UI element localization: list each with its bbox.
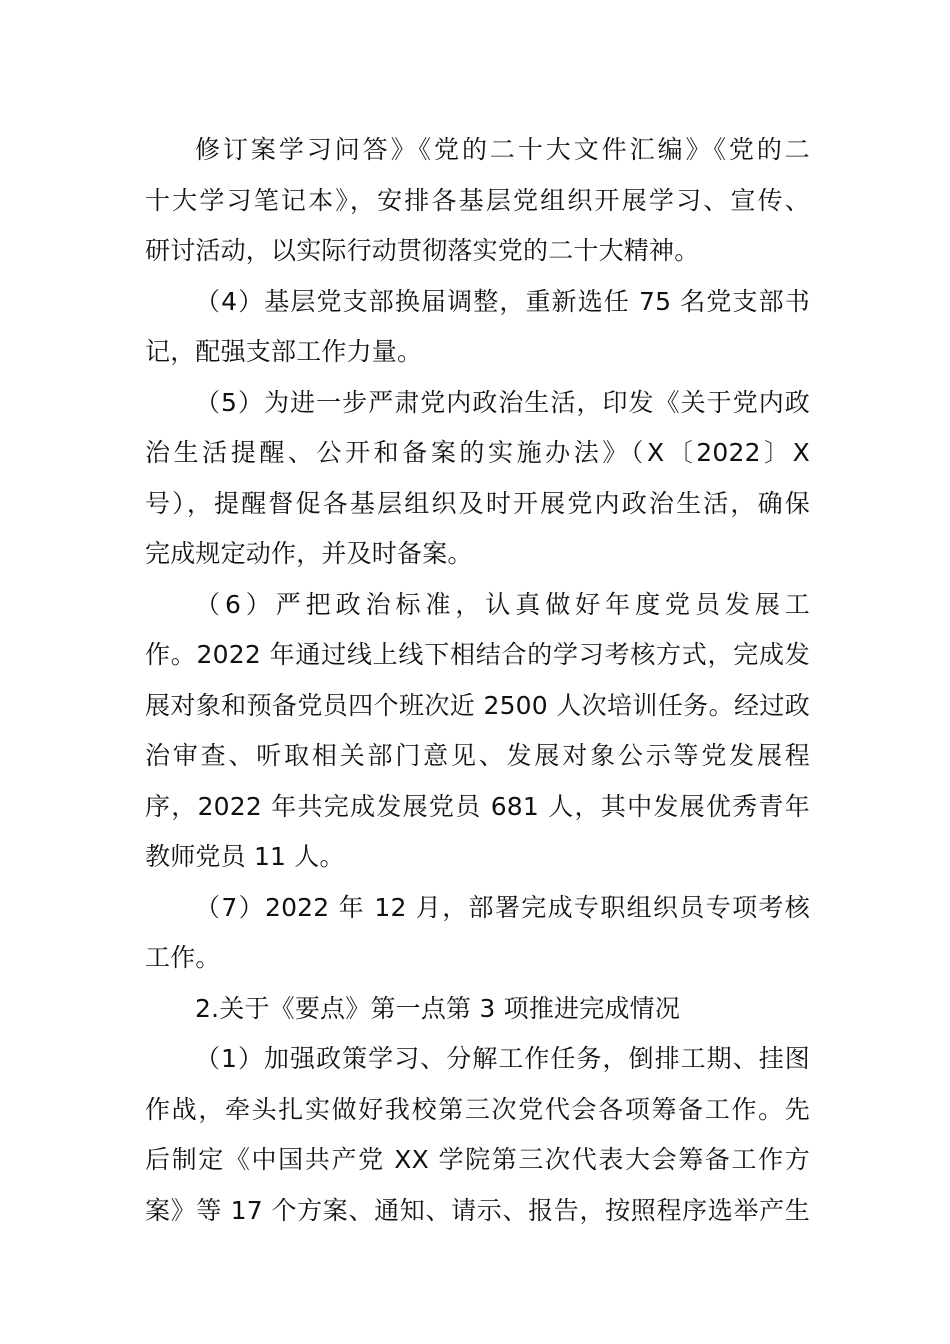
text-line: 案》等 17 个方案、通知、请示、报告，按照程序选举产生 bbox=[145, 1195, 810, 1225]
text-line: 治审查、听取相关部门意见、发展对象公示等党发展程 bbox=[145, 741, 810, 770]
text-line: 后制定《中国共产党 XX 学院第三次代表大会筹备工作方 bbox=[145, 1145, 810, 1174]
section-heading: 2.关于《要点》第一点第 3 项推进完成情况 bbox=[195, 993, 681, 1023]
text-line: 作。2022 年通过线上线下相结合的学习考核方式，完成发 bbox=[145, 640, 810, 669]
text-line: （5）为进一步严肃党内政治生活，印发《关于党内政 bbox=[195, 387, 810, 417]
document-body bbox=[145, 125, 810, 1236]
text-line: 研讨活动，以实际行动贯彻落实党的二十大精神。 bbox=[145, 236, 700, 265]
text-line: 教师党员 11 人。 bbox=[145, 842, 345, 871]
text-line: 完成规定动作，并及时备案。 bbox=[145, 539, 473, 568]
text-line: （7）2022 年 12 月，部署完成专职组织员专项考核 bbox=[195, 892, 810, 922]
text-line: 治生活提醒、公开和备案的实施办法》（X〔2022〕X bbox=[145, 438, 810, 467]
text-line: （4）基层党支部换届调整，重新选任 75 名党支部书 bbox=[195, 286, 810, 316]
text-line: （1）加强政策学习、分解工作任务，倒排工期、挂图 bbox=[195, 1044, 810, 1073]
text-line: 修订案学习问答》《党的二十大文件汇编》《党的二 bbox=[195, 135, 810, 164]
text-line: 作战，牵头扎实做好我校第三次党代会各项筹备工作。先 bbox=[145, 1094, 810, 1124]
text-line: 工作。 bbox=[145, 943, 221, 972]
text-line: 序，2022 年共完成发展党员 681 人，其中发展优秀青年 bbox=[145, 791, 810, 821]
text-line: 十大学习笔记本》，安排各基层党组织开展学习、宣传、 bbox=[145, 185, 810, 215]
text-line: 展对象和预备党员四个班次近 2500 人次培训任务。经过政 bbox=[145, 690, 810, 720]
text-line: 号），提醒督促各基层组织及时开展党内政治生活，确保 bbox=[145, 488, 810, 518]
text-line: 记，配强支部工作力量。 bbox=[145, 337, 423, 366]
text-line: （6）严把政治标准，认真做好年度党员发展工 bbox=[195, 589, 810, 619]
